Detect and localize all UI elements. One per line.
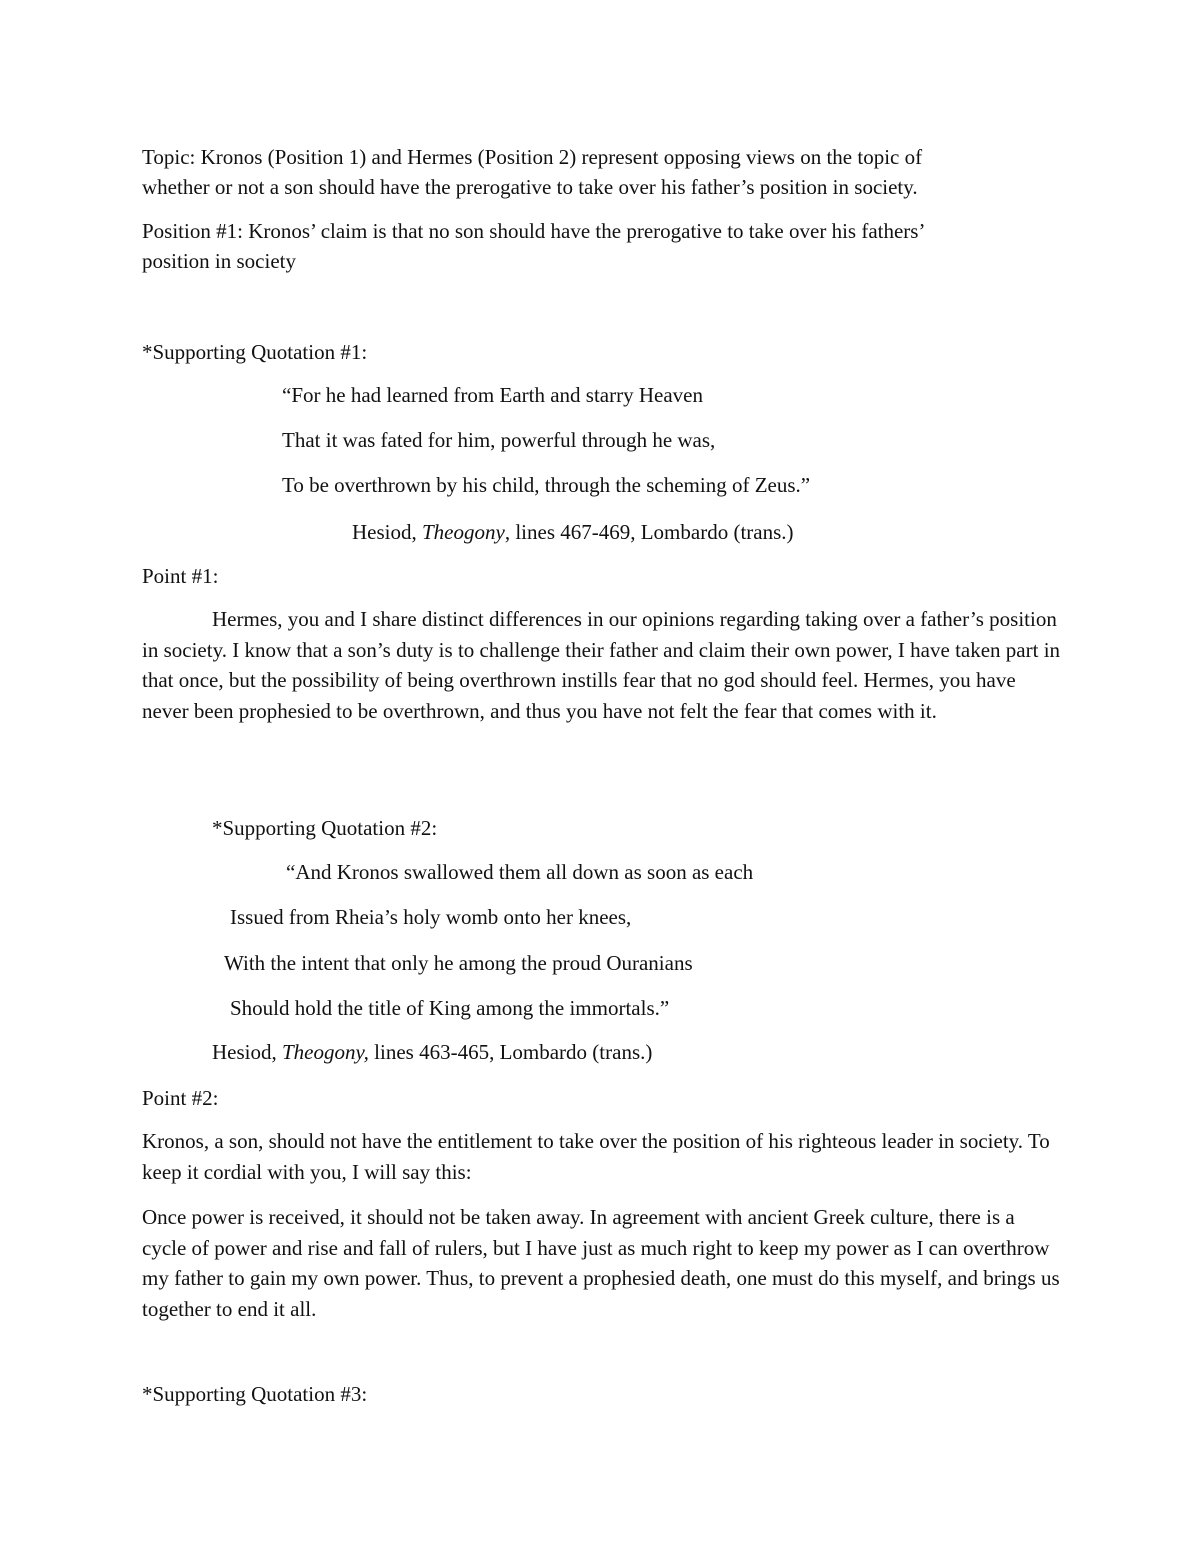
quotation-2-line: “And Kronos swallowed them all down as soon as each — [286, 860, 754, 884]
quotation-1-line: To be overthrown by his child, through the scheming of Zeus.” — [282, 473, 811, 497]
position-1-line-1: Position #1: Kronos’ claim is that no son should have the prerogative to take over his fathers’ — [142, 219, 926, 243]
position-1-line-2: position in society — [142, 249, 296, 273]
quotation-1-line: That it was fated for him, powerful through he was, — [282, 428, 716, 452]
quotation-2-line: Issued from Rheia’s holy womb onto her knees, — [230, 905, 632, 929]
point-2-paragraph-2: Once power is received, it should not be taken away. In agreement with ancient Greek culture, there is a cycle of power and rise and fall of rulers, but I have just as much right to keep my power as I can overthrow my father to gain my own power. Thus, to prevent a prophesied death, one must do this myself, and brings us together to end it all. — [142, 1205, 1060, 1321]
quotation-2-heading: *Supporting Quotation #2: — [212, 816, 438, 840]
citation-author: Hesiod, — [352, 520, 422, 544]
citation-detail: , lines 467-469, Lombardo (trans.) — [504, 520, 794, 544]
citation-detail: lines 463-465, Lombardo (trans.) — [368, 1040, 653, 1064]
citation-work: Theogony — [422, 520, 505, 544]
quotation-2-line: With the intent that only he among the proud Ouranians — [224, 951, 693, 975]
quotation-1-line: “For he had learned from Earth and starry Heaven — [282, 383, 703, 407]
quotation-1-citation — [352, 517, 794, 547]
topic-line-2: whether or not a son should have the prerogative to take over his father’s position in society. — [142, 175, 918, 199]
point-1-heading: Point #1: — [142, 564, 219, 588]
citation-work: Theogony, — [282, 1040, 369, 1064]
quotation-2-citation — [212, 1037, 652, 1067]
topic-line-1: Topic: Kronos (Position 1) and Hermes (Position 2) represent opposing views on the topic of — [142, 145, 923, 169]
point-2-heading: Point #2: — [142, 1086, 219, 1110]
quotation-3-heading: *Supporting Quotation #3: — [142, 1382, 368, 1406]
point-2-paragraph-1: Kronos, a son, should not have the entitlement to take over the position of his righteous leader in society. To keep it cordial with you, I will say this: — [142, 1129, 1050, 1184]
quotation-2-line: Should hold the title of King among the immortals.” — [230, 996, 670, 1020]
point-1-paragraph: Hermes, you and I share distinct differences in our opinions regarding taking over a father’s position in society. I know that a son’s duty is to challenge their father and claim their own power, I have taken part in that once, but the possibility of being overthrown instills fear that no god should feel. Hermes, you have never been prophesied to be overthrown, and thus you have not felt the fear that comes with it. — [142, 607, 1061, 723]
citation-author: Hesiod, — [212, 1040, 282, 1064]
quotation-1-heading: *Supporting Quotation #1: — [142, 340, 368, 364]
